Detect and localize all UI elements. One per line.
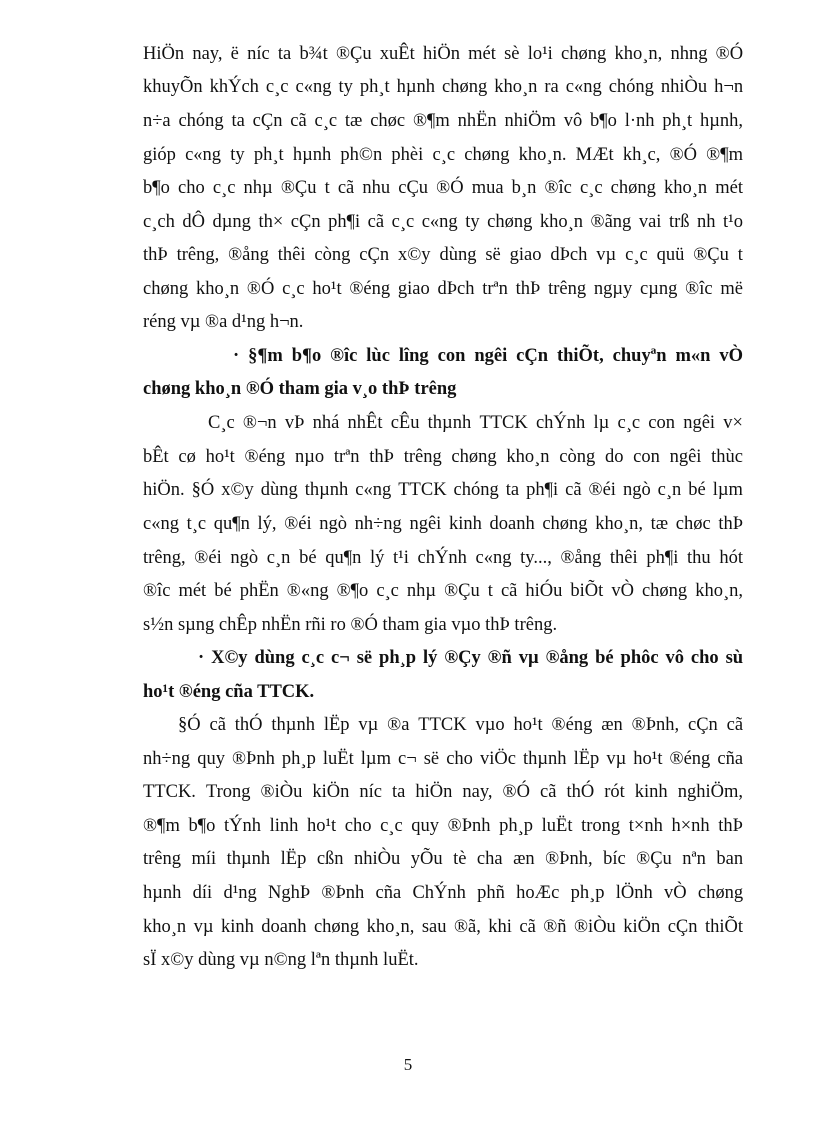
- text-line: sÏ x©y dùng vµ n©ng lªn thµnh luËt.: [143, 950, 419, 970]
- text-line: s½n sµng chÊp nhËn rñi ro ®Ó tham gia vµo thÞ trêng.: [143, 615, 558, 635]
- text-line: thÞ trêng, ®ång thêi còng cÇn x©y dùng së giao dÞch vµ c¸c quü ®Çu t: [143, 245, 743, 265]
- text-line: bÊt cø ho¹t ®éng nµo trªn thÞ trêng chøng kho¸n còng do con ngêi thùc: [143, 447, 744, 467]
- text-line: c«ng t¸c qu¶n lý, ®éi ngò nh÷ng ngêi kinh doanh chøng kho¸n, tæ chøc thÞ: [143, 514, 744, 534]
- text-line: trêng míi thµnh lËp cßn nhiÒu yÕu tè cha æn ®Þnh, bíc ®Çu nªn ban: [143, 849, 744, 869]
- text-line: ®îc mét bé phËn ®«ng ®¶o c¸c nhµ ®Çu t cã hiÓu biÕt vÒ chøng kho¸n,: [143, 581, 743, 601]
- text-line: §Ó cã thÓ thµnh lËp vµ ®a TTCK vµo ho¹t ®éng æn ®Þnh, cÇn cã: [178, 715, 744, 735]
- text-line: nh÷ng quy ®Þnh ph¸p luËt lµm c¬ së cho viÖc thµnh lËp vµ ho¹t ®éng cña: [143, 749, 744, 769]
- text-line: c¸ch dÔ dµng th× cÇn ph¶i cã c¸c c«ng ty chøng kho¸n ®ãng vai trß nh t¹o: [143, 212, 743, 232]
- text-line: HiÖn nay, ë níc ta b¾t ®Çu xuÊt hiÖn mét sè lo¹i chøng kho¸n, nhng ®Ó: [143, 44, 744, 64]
- text-line: C¸c ®¬n vÞ nhá nhÊt cÊu thµnh TTCK chÝnh lµ c¸c con ngêi v×: [208, 413, 743, 433]
- heading-line: chøng kho¸n ®Ó tham gia v¸o thÞ trêng: [143, 379, 457, 399]
- heading-line: · §¶m b¶o ®îc lùc lîng con ngêi cÇn thiÕt, chuyªn m«n vÒ: [233, 346, 743, 366]
- text-line: trêng, ®éi ngò c¸n bé qu¶n lý t¹i chÝnh c«ng ty..., ®ång thêi ph¶i thu hót: [143, 548, 743, 568]
- text-line: ®¶m b¶o tÝnh linh ho¹t cho c¸c quy ®Þnh ph¸p luËt trong t×nh h×nh thÞ: [143, 816, 743, 836]
- text-line: hiÖn. §Ó x©y dùng thµnh c«ng TTCK chóng ta ph¶i cã ®éi ngò c¸n bé lµm: [143, 480, 743, 500]
- heading-line: · X©y dùng c¸c c¬ së ph¸p lý ®Çy ®ñ vµ ®ång bé phôc vô cho sù: [198, 648, 744, 668]
- text-line: khuyÕn khÝch c¸c c«ng ty ph¸t hµnh chøng kho¸n ra c«ng chóng nhiÒu h¬n: [143, 77, 744, 97]
- text-line: n÷a chóng ta cÇn cã c¸c tæ chøc ®¶m nhËn nhiÖm vô b¶o l·nh ph¸t hµnh,: [143, 111, 744, 131]
- text-line: gióp c«ng ty ph¸t hµnh ph©n phèi c¸c chøng kho¸n. MÆt kh¸c, ®Ó ®¶m: [143, 145, 744, 165]
- text-line: hµnh díi d¹ng NghÞ ®Þnh cña ChÝnh phñ hoÆc ph¸p lÖnh vÒ chøng: [143, 883, 744, 903]
- heading-line: ho¹t ®éng cña TTCK.: [143, 682, 315, 702]
- text-line: TTCK. Trong ®iÒu kiÖn níc ta hiÖn nay, ®Ó cã thÓ rót kinh nghiÖm,: [143, 782, 743, 802]
- page-number: 5: [403, 1055, 413, 1074]
- text-line: b¶o cho c¸c nhµ ®Çu t cã nhu cÇu ®Ó mua b¸n ®îc c¸c chøng kho¸n mét: [143, 178, 744, 198]
- text-line: chøng kho¸n ®Ó c¸c ho¹t ®éng giao dÞch trªn thÞ trêng ngµy cµng ®îc më: [143, 279, 743, 299]
- text-line: réng vµ ®a d¹ng h¬n.: [143, 312, 304, 332]
- text-line: kho¸n vµ kinh doanh chøng kho¸n, sau ®ã, khi cã ®ñ ®iÒu kiÖn cÇn thiÕt: [143, 917, 743, 937]
